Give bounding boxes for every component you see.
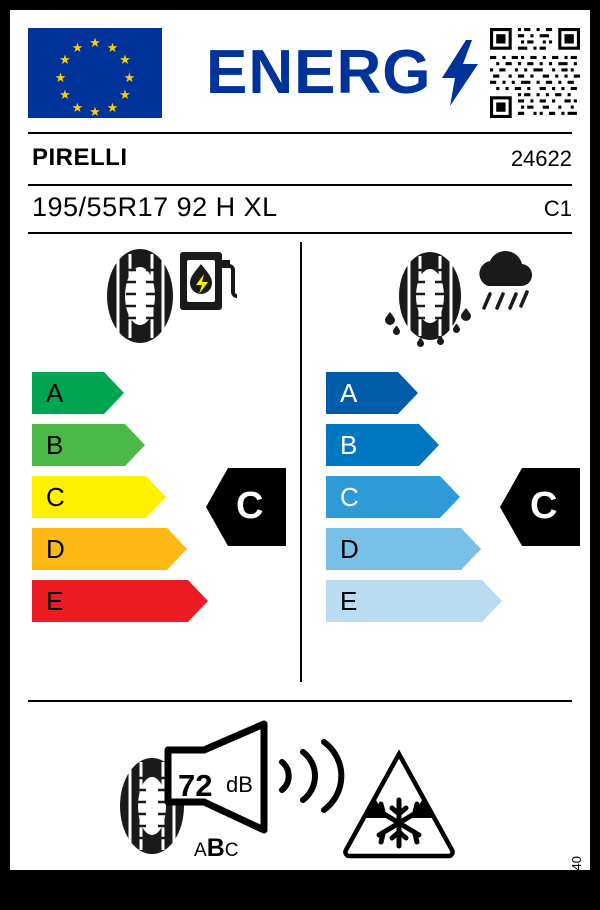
fuel-grade-label-d: D <box>46 534 65 564</box>
fuel-grade-label-b: B <box>46 430 64 460</box>
wet-rating-arrow <box>500 468 580 546</box>
rain-cloud-icon <box>470 248 542 320</box>
tyre-size: 195/55R17 92 H XL <box>32 192 278 222</box>
wet-grade-label-c: C <box>340 482 359 512</box>
tyre-class: C1 <box>543 196 572 221</box>
brand-name: PIRELLI <box>32 144 128 171</box>
wet-grade-label-d: D <box>340 534 359 564</box>
wet-rating-value: C <box>530 485 558 527</box>
noise-value: 72 <box>178 768 213 803</box>
noise-unit: dB <box>226 772 253 797</box>
noise-class-c: C <box>224 840 239 861</box>
noise-class <box>194 834 238 863</box>
divider <box>28 700 572 702</box>
fuel-grade-label-c: C <box>46 482 65 512</box>
fuel-rating-arrow <box>206 468 286 546</box>
divider <box>28 184 572 186</box>
tyre-wet-icon <box>382 250 478 350</box>
fuel-grade-label-a: A <box>46 378 64 408</box>
lightning-bolt-icon <box>442 40 478 106</box>
section-divider <box>300 242 302 682</box>
noise-class-a: A <box>194 840 207 861</box>
label-header <box>10 10 590 132</box>
wet-grade-label-b: B <box>340 430 358 460</box>
three-peak-mountain-snowflake-icon <box>340 750 458 860</box>
page-title: ENERG <box>206 38 432 107</box>
tyre-energy-label <box>10 10 590 910</box>
qr-code-icon <box>490 28 580 118</box>
fuel-pump-icon <box>178 250 240 312</box>
divider <box>28 132 572 134</box>
noise-class-b: B <box>206 834 225 862</box>
eu-flag-icon: ★ ★ ★ ★ ★ ★ ★ ★ ★ ★ ★ ★ <box>28 28 162 118</box>
wet-grade-label-a: A <box>340 378 358 408</box>
tyre-icon <box>90 246 190 346</box>
divider <box>28 232 572 234</box>
fuel-rating-value: C <box>236 485 264 527</box>
sku-code: 24622 <box>510 146 572 171</box>
fuel-grade-label-e: E <box>46 586 64 616</box>
document-code: 2020/740 <box>569 856 584 910</box>
wet-grade-label-e: E <box>340 586 358 616</box>
